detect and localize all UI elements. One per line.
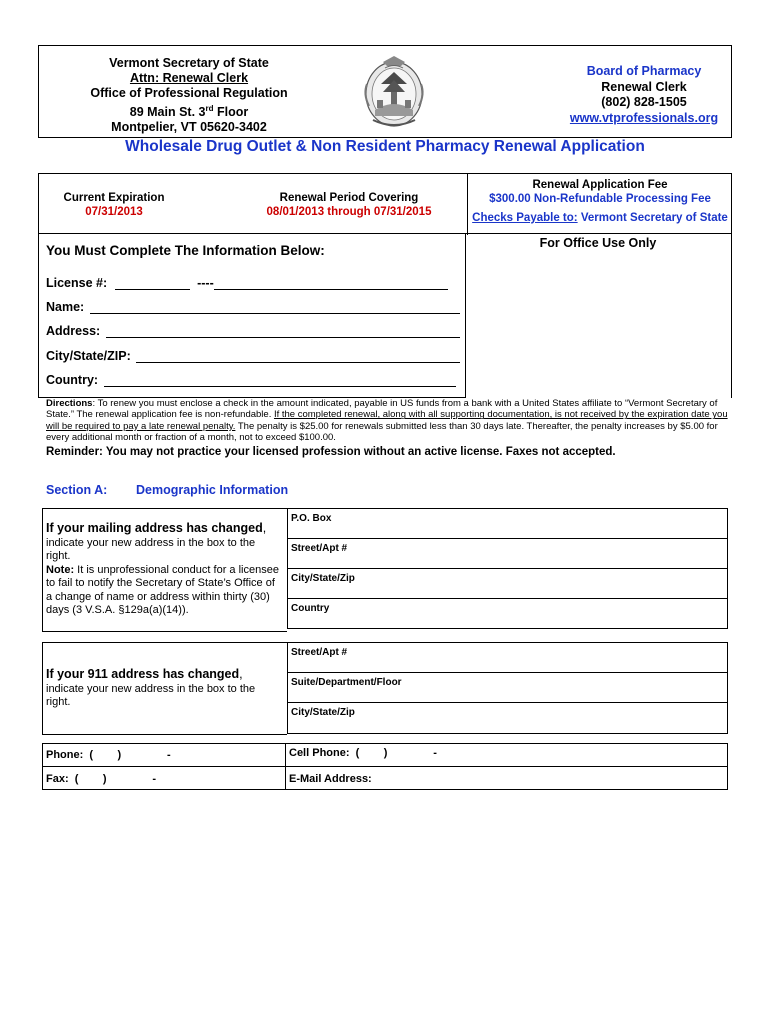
911-street-field[interactable]: Street/Apt #	[287, 642, 728, 673]
address-label: Address:	[46, 324, 101, 338]
country-label: Country:	[46, 373, 99, 387]
mailing-country-field[interactable]: Country	[287, 598, 728, 629]
board-clerk: Renewal Clerk	[601, 79, 687, 94]
911-description: If your 911 address has changed, indicate your new address in the box to the right.	[46, 668, 282, 710]
office-use-column	[465, 233, 732, 398]
911-suite-field[interactable]: Suite/Department/Floor	[287, 672, 728, 703]
mailing-instructions: indicate your new address in the box to the right.	[46, 536, 256, 562]
address-row	[46, 324, 460, 338]
mailing-city-field[interactable]: City/State/Zip	[287, 568, 728, 599]
phone-field[interactable]: Phone: ( ) -	[46, 749, 171, 761]
license-row	[46, 276, 448, 290]
cell-phone-field[interactable]: Cell Phone: ( ) -	[289, 747, 437, 759]
mailing-street-field[interactable]: Street/Apt #	[287, 538, 728, 569]
address-line-1: Vermont Secretary of State	[109, 56, 269, 70]
fax-field[interactable]: Fax: ( ) -	[46, 773, 157, 785]
board-website-link[interactable]: www.vtprofessionals.org	[569, 110, 719, 125]
renewal-period	[229, 191, 469, 219]
board-name: Board of Pharmacy	[586, 64, 702, 78]
email-field[interactable]: E-Mail Address:	[289, 773, 372, 785]
fee-label: Renewal Application Fee	[532, 179, 668, 191]
license-input[interactable]	[115, 276, 190, 290]
current-expiration	[39, 191, 189, 219]
mailing-po-box-field[interactable]: P.O. Box	[287, 508, 728, 539]
city-input[interactable]	[136, 349, 460, 363]
fee-value: $300.00 Non-Refundable Processing Fee	[489, 193, 711, 205]
agency-address	[39, 56, 339, 135]
vermont-seal	[361, 54, 427, 130]
checks-payable: Checks Payable to: Vermont Secretary of State	[472, 212, 728, 224]
directions-label: Directions	[46, 398, 93, 409]
board-phone: (802) 828-1505	[601, 95, 687, 109]
section-a-label: Section A:	[46, 483, 108, 497]
city-label: City/State/ZIP:	[46, 349, 131, 363]
info-box-divider	[467, 174, 468, 235]
address-line-4: 89 Main St. 3rd Floor	[129, 104, 249, 120]
911-city-field[interactable]: City/State/Zip	[287, 702, 728, 734]
911-instructions: indicate your new address in the box to the right.	[46, 682, 256, 708]
section-a-title: Demographic Information	[136, 483, 289, 497]
board-info	[539, 64, 749, 126]
license-suffix-input[interactable]	[214, 276, 448, 290]
reminder-text: Reminder: You may not practice your licensed profession without an active license. Faxes not accepted.	[46, 446, 616, 458]
contact-divider-h	[42, 766, 728, 767]
city-row	[46, 349, 460, 363]
address-input[interactable]	[106, 324, 460, 338]
mailing-description: If your mailing address has changed, indicate your new address in the box to the right. Note: It is unprofessional conduct for a licensee to fail to notify the Secretary of State’s Office of a change of name or address within thirty (30) days (3 V.S.A. §129a(a)(14)).	[46, 522, 282, 618]
911-heading: If your 911 address has changed	[46, 667, 240, 681]
name-row	[46, 300, 460, 314]
period-value: 08/01/2013 through 07/31/2015	[266, 206, 432, 218]
license-separator: ----	[197, 276, 214, 290]
name-label: Name:	[46, 300, 85, 314]
address-line-2: Attn: Renewal Clerk	[129, 71, 249, 85]
directions-paragraph: Directions: To renew you must enclose a check in the amount indicated, payable in US funds from a bank with a United States affiliate to “Vermont Secretary of State.” The renewal application fee is non-refundable. If the completed renewal, along with all supporting documentation, is not received by the expiration date you will be required to pay a late renewal penalty. The penalty is $25.00 for renewals submitted less than 30 days late. Thereafter, the penalty increases by $5.00 for every additional month or fraction of a month, not to exceed $100.00.	[46, 398, 728, 444]
mailing-note: Note: It is unprofessional conduct for a licensee to fail to notify the Secretary of State’s Office of a change of name or address within thirty (30) days (3 V.S.A. §129a(a)(14)).	[46, 563, 279, 616]
mailing-heading: If your mailing address has changed	[46, 521, 263, 535]
expiration-label: Current Expiration	[63, 192, 165, 204]
renewal-info-box	[38, 173, 732, 234]
address-line-5: Montpelier, VT 05620-3402	[111, 120, 267, 135]
period-label: Renewal Period Covering	[279, 192, 419, 204]
expiration-value: 07/31/2013	[85, 206, 143, 218]
office-use-label: For Office Use Only	[539, 236, 657, 250]
renewal-fee	[469, 178, 731, 225]
country-row	[46, 373, 456, 387]
name-input[interactable]	[90, 300, 460, 314]
license-label: License #:	[46, 276, 108, 290]
address-line-3: Office of Professional Regulation	[90, 86, 288, 100]
page-title: Wholesale Drug Outlet & Non Resident Pharmacy Renewal Application	[125, 138, 645, 155]
header-box	[38, 45, 732, 138]
form-heading: You Must Complete The Information Below:	[46, 243, 325, 258]
country-input[interactable]	[104, 373, 456, 387]
